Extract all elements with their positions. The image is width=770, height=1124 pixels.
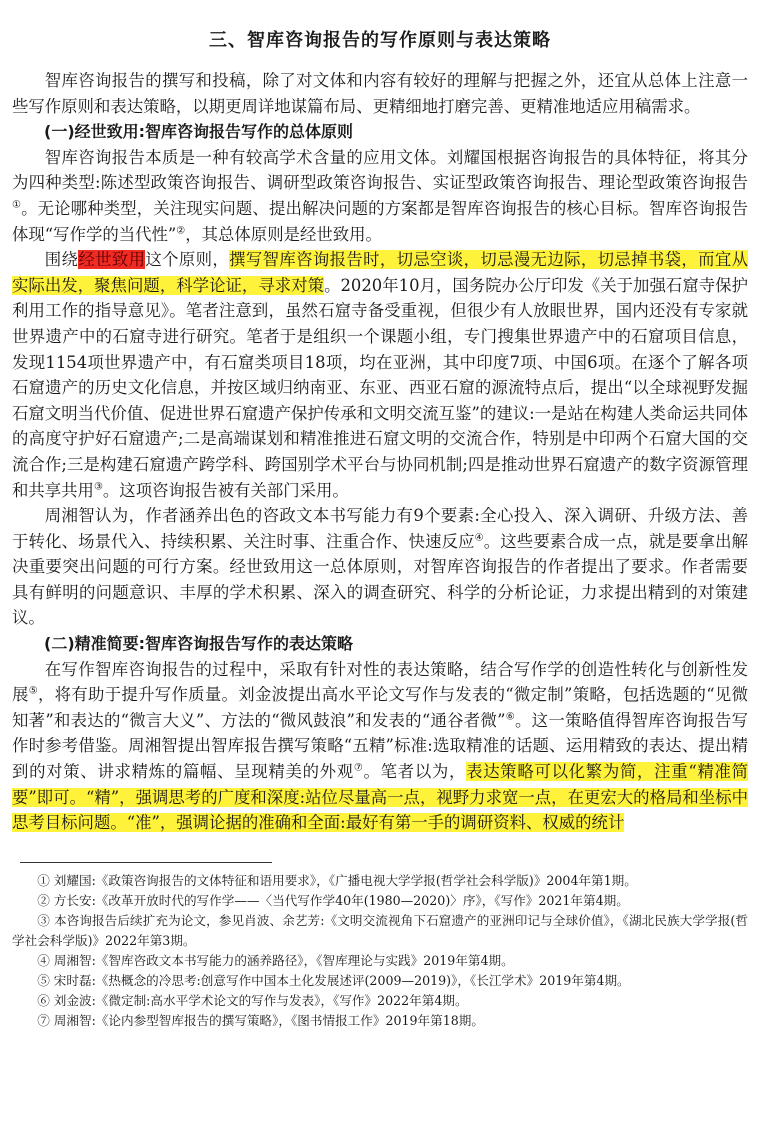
footnote-ref-2: ② [176, 225, 186, 237]
paragraph-nine-elements [12, 503, 748, 631]
subsection-heading-1: (一)经世致用:智库咨询报告写作的总体原则 [44, 122, 354, 142]
text-run: 。无论哪种类型，关注现实问题、提出解决问题的方案都是智库咨询报告的核心目标。智库咨询报告体现“写作学的当代性” [12, 198, 749, 244]
footnote-2: ② 方长安:《改革开放时代的写作学——〈当代写作学40年(1980—2020)〉序》，《写作》2021年第4期。 [37, 892, 629, 908]
footnotes-list [12, 871, 748, 1031]
footnote-4: ④ 周湘智:《智库咨政文本书写能力的涵养路径》，《智库理论与实践》2019年第4期。 [37, 952, 514, 968]
paragraph-expression-strategy [12, 657, 748, 836]
footnote-ref-7: ⑦ [353, 762, 364, 774]
subsection-heading-2: (二)精准简要:智库咨询报告写作的表达策略 [44, 634, 354, 654]
paragraph-principle-definition [12, 145, 748, 247]
text-run: ，将有助于提升写作质量。刘金波提出高水平论文写作与发表的“微定制”策略，包括选题的“见微知著”和表达的“微言大义”、方法的“微风鼓浪”和发表的“通谷者微” [12, 685, 749, 730]
footnote-divider [20, 862, 272, 863]
footnote-ref-3: ③ [93, 481, 103, 493]
text-run: 在写作智库咨询报告的过程中，采取有针对性的表达策略，结合写作学的创造性转化与创新性发展 [12, 659, 748, 705]
text-run: 。这一策略值得智库咨询报告写作时参考借鉴。周湘智提出智库报告撰写策略“五精”标准:选取精准的话题、运用精致的表达、提出精到的对策、讲求精炼的篇幅、呈现精美的外观 [12, 710, 749, 782]
footnote-3: ③ 本咨询报告后续扩充为论文，参见肖波、余艺芳:《文明交流视角下石窟遗产的亚洲印记与全球价值》，《湖北民族大学学报(哲学社会科学版)》2022年第3期。 [12, 912, 748, 948]
yellow-highlight: 表达策略可以化繁为简，注重“精准简要”即可。“精”，强调思考的广度和深度:站位尽量高一点，视野力求宽一点，在更宏大的格局和坐标中思考目标问题。“准”，强调论据的准确和全面:最好有第一手的调研资料、权威的统计 [12, 762, 748, 833]
yellow-highlight: 撰写智库咨询报告时，切忌空谈，切忌漫无边际，切忌掉书袋，而宜从实际出发，聚焦问题，科学论证，寻求对策 [12, 250, 749, 295]
section-title: 三、智库咨询报告的写作原则与表达策略 [209, 30, 551, 51]
text-run: 。2020年10月，国务院办公厅印发《关于加强石窟寺保护利用工作的指导意见》。笔者注意到，虽然石窟寺备受重视，但很少有人放眼世界，国内还没有专家就世界遗产中的石窟寺进行研究。笔者于是组织一个课题小组，专门搜集世界遗产中的石窟项目信息，发现1154项世界遗产中，有石窟类项目18项，均在亚洲，其中印度7项、中国6项。在逐个了解各项石窟遗产的历史文化信息，并按区域归纳南亚、东亚、西亚石窟的源流特点后，提出“以全球视野发掘石窟文明当代价值、促进世界石窟遗产保护传承和文明交流互鉴”的建议:一是站在构建人类命运共同体的高度守护好石窟遗产;二是高端谋划和精准推进石窟文明的交流合作，特别是中印两个石窟大国的交流合作;三是构建石窟遗产跨学科、跨国别学术平台与协同机制;四是推动世界石窟遗产的数字资源管理和共享共用 [12, 275, 748, 500]
text-run: 。笔者以为， [363, 762, 467, 782]
footnote-6: ⑥ 刘金波:《微定制:高水平学术论文的写作与发表》，《写作》2022年第4期。 [37, 992, 468, 1008]
text-run: 。这项咨询报告被有关部门采用。 [102, 480, 349, 500]
footnote-ref-6: ⑥ [505, 711, 516, 723]
intro-paragraph: 智库咨询报告的撰写和投稿，除了对文体和内容有较好的理解与把握之外，还宜从总体上注意一些写作原则和表达策略，以期更周详地谋篇布局、更精细地打磨完善、更精准地适应用稿需求。 [12, 71, 748, 116]
footnote-ref-4: ④ [474, 532, 484, 544]
text-run: 。这些要素合成一点，就是要拿出解决重要突出问题的可行方案。经世致用这一总体原则，对智库咨询报告的作者提出了要求。作者需要具有鲜明的问题意识、丰厚的学术积累、深入的调查研究、科学的分析论证，力求提出精到的对策建议。 [12, 531, 749, 628]
footnote-ref-1: ① [12, 199, 22, 211]
footnote-1: ① 刘耀国:《政策咨询报告的文体特征和语用要求》，《广播电视大学学报(哲学社会科学版)》2004年第1期。 [37, 872, 637, 888]
red-highlight: 经世致用 [78, 250, 146, 270]
text-run: 周湘智认为，作者涵养出色的咨政文本书写能力有9个要素:全心投入、深入调研、升级方法、善于转化、场景代入、持续积累、关注时事、注重合作、快速反应 [12, 506, 748, 551]
text-run: ，其总体原则是经世致用。 [185, 224, 382, 244]
text-run: 这个原则， [145, 250, 230, 270]
footnote-5: ⑤ 宋时磊:《热概念的冷思考:创意写作中国本土化发展述评(2009—2019)》，《长江学术》2019年第4期。 [37, 972, 630, 988]
text-run: 围绕 [44, 250, 79, 270]
paragraph-grotto-example [12, 247, 748, 503]
footnote-ref-5: ⑤ [28, 685, 38, 697]
footnote-7: ⑦ 周湘智:《论内参型智库报告的撰写策略》，《图书情报工作》2019年第18期。 [37, 1012, 484, 1028]
text-run: 智库咨询报告本质是一种有较高学术含量的应用文体。刘耀国根据咨询报告的具体特征，将其分为四种类型:陈述型政策咨询报告、调研型政策咨询报告、实证型政策咨询报告、理论型政策咨询报告 [12, 147, 748, 193]
